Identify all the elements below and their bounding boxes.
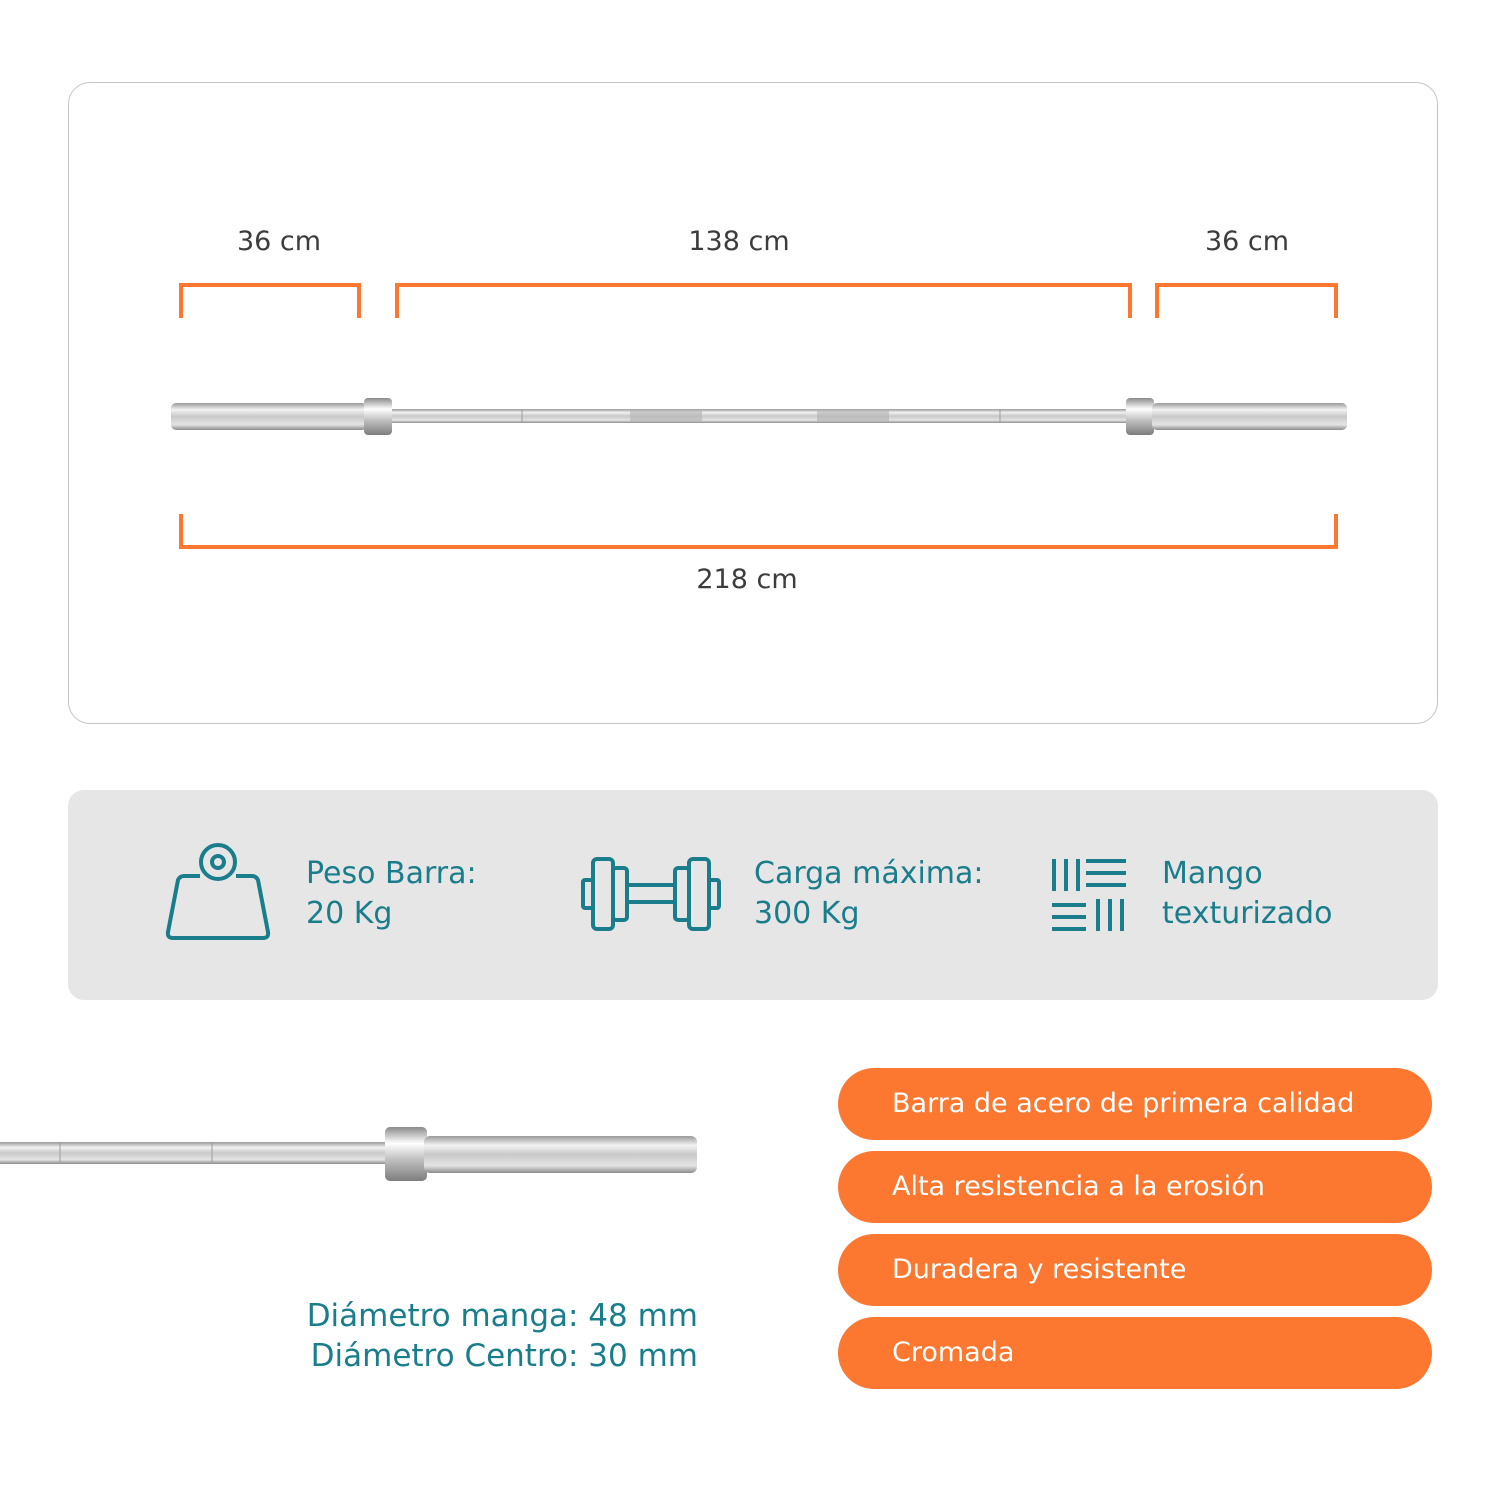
center-diameter: Diámetro Centro: 30 mm bbox=[310, 1338, 698, 1374]
grip-length: 138 cm bbox=[688, 226, 790, 257]
total-length-bracket bbox=[181, 514, 1336, 547]
feature-weight-label: Peso Barra: bbox=[306, 856, 477, 891]
barbell-image bbox=[171, 398, 1347, 435]
feature-weight-value: 20 Kg bbox=[306, 896, 393, 931]
feature-max-load-value: 300 Kg bbox=[754, 896, 860, 931]
dumbbell-icon bbox=[580, 856, 730, 934]
weight-icon bbox=[164, 842, 274, 942]
feature-texture-label: Mango bbox=[1162, 856, 1263, 891]
benefit-pill: Cromada bbox=[838, 1317, 1432, 1389]
left-sleeve-bracket bbox=[181, 285, 359, 318]
texture-icon bbox=[1050, 857, 1130, 935]
right-sleeve-length: 36 cm bbox=[1204, 226, 1290, 257]
barbell-closeup-image bbox=[0, 1127, 697, 1181]
feature-weight bbox=[306, 854, 477, 934]
grip-bracket bbox=[397, 285, 1130, 318]
sleeve-diameter: Diámetro manga: 48 mm bbox=[306, 1298, 698, 1334]
benefit-pill: Duradera y resistente bbox=[838, 1234, 1432, 1306]
benefit-pill: Barra de acero de primera calidad bbox=[838, 1068, 1432, 1140]
feature-max-load-label: Carga máxima: bbox=[754, 856, 984, 891]
total-length: 218 cm bbox=[696, 564, 798, 595]
features-panel bbox=[68, 790, 1438, 1000]
feature-texture-value: texturizado bbox=[1162, 896, 1333, 931]
benefit-pill: Alta resistencia a la erosión bbox=[838, 1151, 1432, 1223]
feature-texture bbox=[1162, 854, 1332, 934]
left-sleeve-length: 36 cm bbox=[236, 226, 322, 257]
right-sleeve-bracket bbox=[1157, 285, 1336, 318]
feature-max-load bbox=[754, 854, 984, 934]
diameter-info bbox=[307, 1296, 698, 1376]
